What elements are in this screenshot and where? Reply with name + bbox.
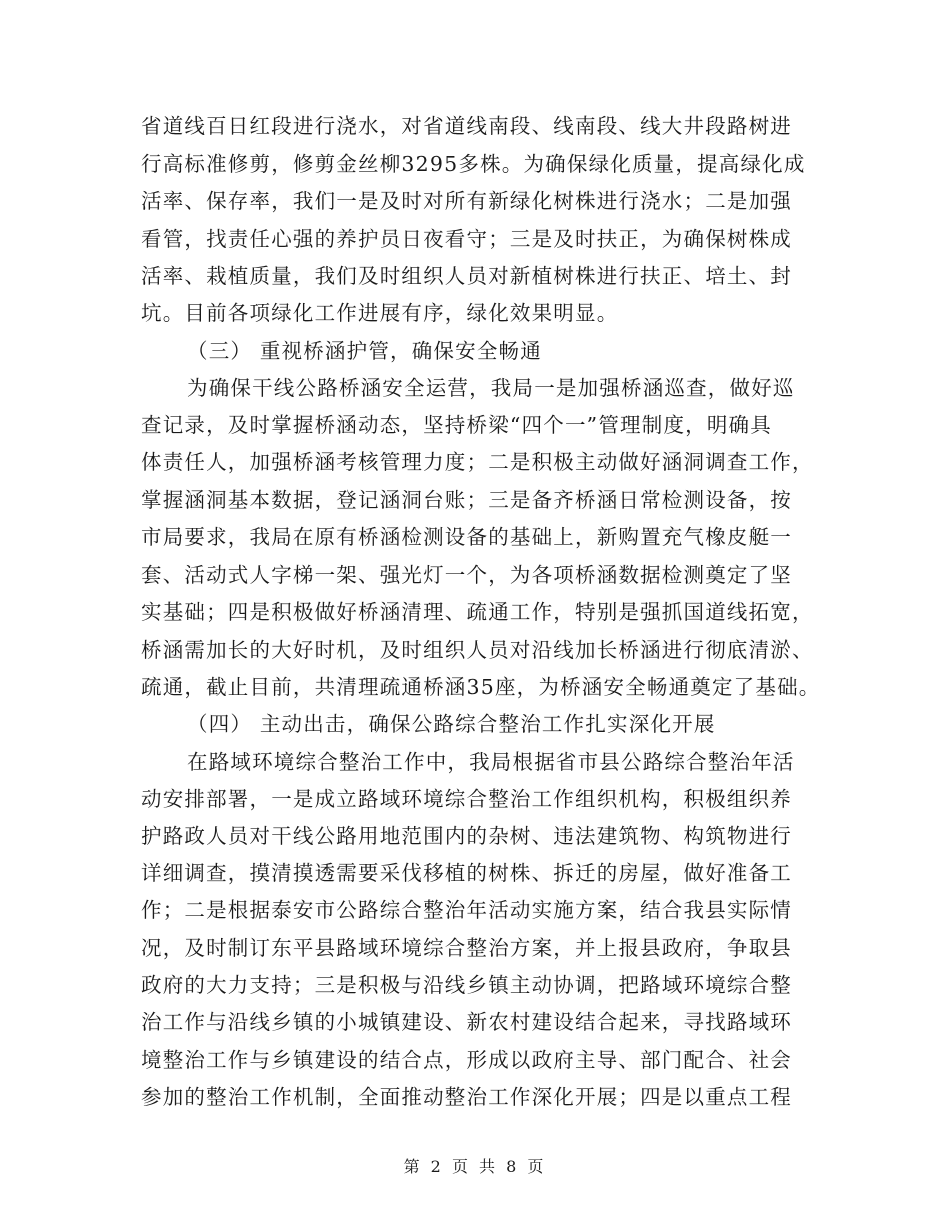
paragraph-line: 活率、保存率，我们一是及时对所有新绿化树株进行浇水；二是加强 — [141, 189, 792, 213]
paragraph-line: 动安排部署，一是成立路域环境综合整治工作组织机构，积极组织养 — [141, 787, 792, 811]
paragraph-line: 套、活动式人字梯一架、强光灯一个，为各项桥涵数据检测奠定了坚 — [141, 563, 792, 587]
paragraph-line: 况，及时制订东平县路域环境综合整治方案，并上报县政府，争取县 — [141, 936, 792, 960]
paragraph-line: 桥涵需加长的大好时机，及时组织人员对沿线加长桥涵进行彻底清淤、 — [141, 638, 814, 662]
paragraph-line: 查记录，及时掌握桥涵动态，坚持桥梁“四个一”管理制度，明确具 — [141, 413, 772, 437]
section-heading-3: （三） 重视桥涵护管，确保安全畅通 — [187, 339, 542, 363]
page-number-footer: 第 2 页 共 8 页 — [403, 1157, 547, 1176]
paragraph-line: 实基础；四是积极做好桥涵清理、疏通工作，特别是强抓国道线拓宽， — [141, 600, 814, 624]
paragraph-line: 看管，找责任心强的养护员日夜看守；三是及时扶正，为确保树株成 — [141, 227, 792, 251]
paragraph-line: 护路政人员对干线公路用地范围内的杂树、违法建筑物、构筑物进行 — [141, 824, 792, 848]
paragraph-line: 在路域环境综合整治工作中，我局根据省市县公路综合整治年活 — [187, 750, 795, 774]
paragraph-line: 疏通，截止目前，共清理疏通桥涵35座，为桥涵安全畅通奠定了基础。 — [141, 675, 821, 699]
paragraph-line: 作；二是根据泰安市公路综合整治年活动实施方案，结合我县实际情 — [141, 898, 792, 922]
paragraph-line: 政府的大力支持；三是积极与沿线乡镇主动协调，把路域环境综合整 — [141, 973, 792, 997]
paragraph-line: 体责任人，加强桥涵考核管理力度；二是积极主动做好涵洞调查工作， — [141, 450, 814, 474]
paragraph-line: 活率、栽植质量，我们及时组织人员对新植树株进行扶正、培土、封 — [141, 264, 792, 288]
paragraph-line: 参加的整治工作机制，全面推动整治工作深化开展；四是以重点工程 — [141, 1085, 792, 1109]
section-heading-4: （四） 主动出击，确保公路综合整治工作扎实深化开展 — [187, 712, 716, 736]
paragraph-line: 行高标准修剪，修剪金丝柳3295多株。为确保绿化质量，提高绿化成 — [141, 152, 806, 176]
paragraph-line: 省道线百日红段进行浇水，对省道线南段、线南段、线大井段路树进 — [141, 114, 792, 138]
paragraph-line: 市局要求，我局在原有桥涵检测设备的基础上，新购置充气橡皮艇一 — [141, 525, 792, 549]
paragraph-line: 境整治工作与乡镇建设的结合点，形成以政府主导、部门配合、社会 — [141, 1048, 792, 1072]
paragraph-line: 坑。目前各项绿化工作进展有序，绿化效果明显。 — [141, 301, 619, 325]
paragraph-line: 为确保干线公路桥涵安全运营，我局一是加强桥涵巡查，做好巡 — [187, 376, 795, 400]
paragraph-line: 治工作与沿线乡镇的小城镇建设、新农村建设结合起来，寻找路域环 — [141, 1010, 792, 1034]
paragraph-line: 详细调查，摸清摸透需要采伐移植的树株、拆迁的房屋，做好准备工 — [141, 861, 792, 885]
paragraph-line: 掌握涵洞基本数据，登记涵洞台账；三是备齐桥涵日常检测设备，按 — [141, 488, 792, 512]
